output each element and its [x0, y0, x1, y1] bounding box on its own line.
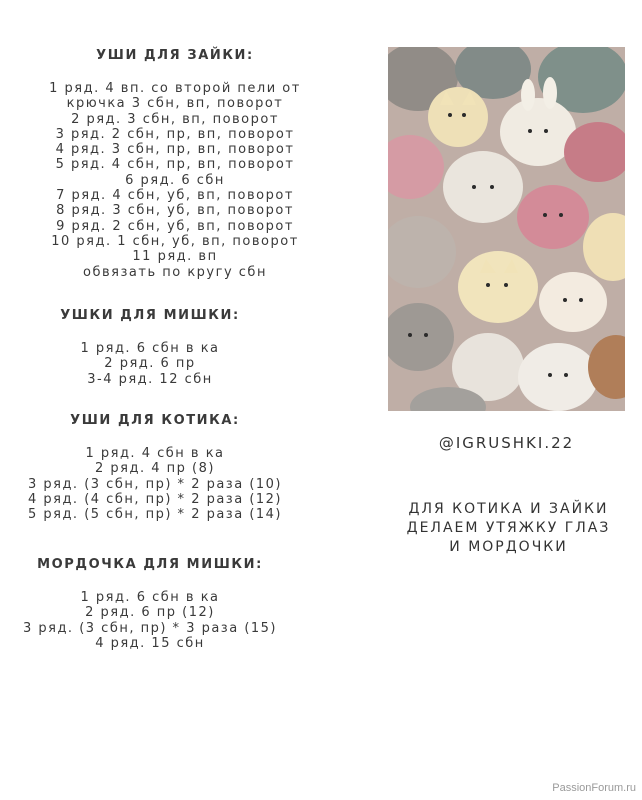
- eye-tightening-note: [375, 500, 642, 557]
- pattern-line: 7 ряд. 4 сбн, уб, вп, поворот: [56, 188, 294, 204]
- knitted-toys-image: [388, 47, 625, 411]
- bear-muzzle-rows: [0, 590, 300, 651]
- bear-muzzle-heading: МОРДОЧКА ДЛЯ МИШКИ:: [37, 557, 263, 572]
- pattern-line: 2 ряд. 3 сбн, вп, поворот: [71, 111, 279, 127]
- toys-photo: [388, 47, 625, 411]
- pattern-line: ДЛЯ КОТИКА И ЗАЙКИ: [408, 501, 609, 517]
- pattern-line: 1 ряд. 6 сбн в ка: [80, 590, 220, 605]
- bunny-ears-rows: [0, 81, 350, 280]
- pattern-line: обвязать по кругу сбн: [83, 264, 267, 280]
- pattern-line: 1 ряд. 4 сбн в ка: [85, 446, 225, 461]
- pattern-line: крючка 3 сбн, вп, поворот: [66, 96, 284, 112]
- pattern-line: 3-4 ряд. 12 сбн: [87, 371, 213, 387]
- pattern-line: И МОРДОЧКИ: [449, 539, 568, 555]
- bear-ears-section: [0, 308, 300, 387]
- pattern-line: ДЕЛАЕМ УТЯЖКУ ГЛАЗ: [406, 520, 611, 536]
- pattern-line: 5 ряд. (5 сбн, пр) * 2 раза (14): [27, 507, 283, 523]
- pattern-line: 4 ряд. (4 сбн, пр) * 2 раза (12): [27, 491, 283, 507]
- pattern-line: 1 ряд. 4 вп. со второй пели от: [49, 81, 301, 96]
- bunny-ears-heading: УШИ ДЛЯ ЗАЙКИ:: [96, 48, 254, 63]
- pattern-line: 8 ряд. 3 сбн, уб, вп, поворот: [56, 203, 294, 219]
- cat-ears-heading: УШИ ДЛЯ КОТИКА:: [70, 413, 240, 428]
- pattern-line: 10 ряд. 1 сбн, уб, вп, поворот: [51, 233, 299, 249]
- pattern-line: 3 ряд. (3 сбн, пр) * 2 раза (10): [27, 476, 283, 492]
- bear-ears-rows: [0, 341, 300, 387]
- cat-ears-section: [0, 413, 310, 522]
- pattern-line: 2 ряд. 4 пр (8): [95, 461, 215, 477]
- pattern-line: 4 ряд. 15 сбн: [95, 635, 205, 651]
- pattern-line: 4 ряд. 3 сбн, пр, вп, поворот: [55, 142, 295, 158]
- cat-ears-rows: [0, 446, 310, 522]
- pattern-line: 9 ряд. 2 сбн, уб, вп, поворот: [56, 218, 294, 234]
- pattern-line: 6 ряд. 6 сбн: [125, 172, 225, 188]
- pattern-line: 2 ряд. 6 пр: [104, 356, 196, 372]
- bear-muzzle-section: [0, 557, 300, 651]
- pattern-line: 5 ряд. 4 сбн, пр, вп, поворот: [55, 157, 295, 173]
- pattern-line: 3 ряд. (3 сбн, пр) * 3 раза (15): [22, 620, 278, 636]
- pattern-line: 2 ряд. 6 пр (12): [85, 605, 215, 621]
- pattern-line: 11 ряд. вп: [132, 249, 218, 265]
- bear-ears-heading: УШКИ ДЛЯ МИШКИ:: [60, 308, 240, 323]
- site-watermark: PassionForum.ru: [552, 782, 636, 794]
- pattern-line: 3 ряд. 2 сбн, пр, вп, поворот: [55, 126, 295, 142]
- pattern-line: 1 ряд. 6 сбн в ка: [80, 341, 220, 356]
- author-handle: @IGRUSHKI.22: [438, 434, 575, 452]
- bunny-ears-section: [0, 48, 350, 280]
